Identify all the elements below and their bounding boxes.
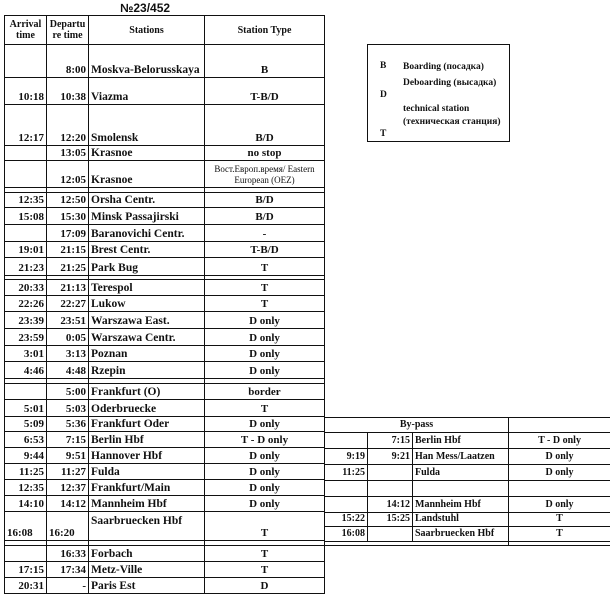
table-row <box>5 242 325 258</box>
station-name: Baranovichi Centr. <box>89 225 205 242</box>
station-type: T <box>509 527 610 542</box>
departure-time: 15:25 <box>368 513 413 527</box>
train-number-title: №23/452 <box>120 1 171 15</box>
station-type: B <box>205 45 325 78</box>
station-type: border <box>205 384 325 400</box>
arrival-time: 23:39 <box>5 312 47 329</box>
table-row <box>5 400 325 417</box>
arrival-time: 20:31 <box>5 578 47 594</box>
table-row <box>5 464 325 480</box>
station-type: Вост.Европ.время/ Eastern European (OEZ) <box>205 161 325 188</box>
station-name: Berlin Hbf <box>89 432 205 448</box>
table-row <box>5 448 325 464</box>
station-name: Hannover Hbf <box>89 448 205 464</box>
station-name: Terespol <box>89 280 205 296</box>
bypass-row <box>325 497 610 513</box>
station-name: Frankfurt (O) <box>89 384 205 400</box>
station-type: D only <box>509 465 610 481</box>
legend-value: Deboarding (высадка) <box>403 78 497 88</box>
station-type: T <box>205 562 325 578</box>
table-row <box>5 280 325 296</box>
station-name: Landstuhl <box>413 513 509 527</box>
arrival-time: 11:25 <box>5 464 47 480</box>
station-type: T-B/D <box>205 78 325 105</box>
departure-time: 7:15 <box>47 432 89 448</box>
arrival-time: 21:23 <box>5 258 47 276</box>
bypass-row <box>325 433 610 449</box>
arrival-time: 12:35 <box>5 193 47 208</box>
departure-time: 17:34 <box>47 562 89 578</box>
station-name: Fulda <box>89 464 205 480</box>
station-name: Warszawa Centr. <box>89 329 205 346</box>
station-type <box>509 481 610 497</box>
table-row <box>5 258 325 276</box>
table-row <box>5 296 325 312</box>
bypass-row <box>325 527 610 542</box>
arrival-time: 17:15 <box>5 562 47 578</box>
departure-time: 3:13 <box>47 346 89 362</box>
arrival-time: 12:17 <box>5 105 47 146</box>
arrival-time <box>5 161 47 188</box>
departure-time <box>368 481 413 497</box>
arrival-time: 16:08 <box>5 512 47 541</box>
departure-time: 22:27 <box>47 296 89 312</box>
station-name: Moskva-Belorusskaya <box>89 45 205 78</box>
arrival-time: 3:01 <box>5 346 47 362</box>
station-name: Minsk Passajirski <box>89 208 205 225</box>
station-name: Fulda <box>413 465 509 481</box>
table-row <box>5 146 325 161</box>
arrival-time: 11:25 <box>325 465 368 481</box>
station-type: D only <box>205 346 325 362</box>
station-name: Poznan <box>89 346 205 362</box>
station-name: Viazma <box>89 78 205 105</box>
station-type: D only <box>205 496 325 512</box>
table-row <box>5 496 325 512</box>
station-type: D <box>205 578 325 594</box>
header-arrival: Arrival time <box>5 16 47 45</box>
bypass-row <box>325 513 610 527</box>
station-name <box>413 481 509 497</box>
departure-time: 14:12 <box>47 496 89 512</box>
legend-key: B <box>380 61 387 71</box>
station-type: T <box>205 258 325 276</box>
departure-time: 15:30 <box>47 208 89 225</box>
station-type: T <box>205 546 325 562</box>
arrival-time: 12:35 <box>5 480 47 496</box>
departure-time: - <box>47 578 89 594</box>
table-row <box>5 329 325 346</box>
station-type: D only <box>205 417 325 432</box>
departure-time: 12:20 <box>47 105 89 146</box>
arrival-time <box>5 384 47 400</box>
departure-time: 5:03 <box>47 400 89 417</box>
departure-time: 8:00 <box>47 45 89 78</box>
station-type: D only <box>509 497 610 513</box>
arrival-time: 23:59 <box>5 329 47 346</box>
table-row <box>5 208 325 225</box>
station-type: B/D <box>205 105 325 146</box>
station-type: D only <box>205 312 325 329</box>
station-type: T <box>205 512 325 541</box>
station-name: Saarbruecken Hbf <box>413 527 509 542</box>
bypass-header-empty <box>509 418 610 433</box>
bypass-row <box>325 465 610 481</box>
station-name: Berlin Hbf <box>413 433 509 449</box>
table-row <box>5 562 325 578</box>
station-name: Krasnoe <box>89 161 205 188</box>
arrival-time: 15:22 <box>325 513 368 527</box>
bypass-spacer-row <box>325 542 610 546</box>
legend-value: Boarding (посадка) <box>403 62 484 72</box>
arrival-time: 6:53 <box>5 432 47 448</box>
arrival-time <box>325 433 368 449</box>
departure-time: 16:33 <box>47 546 89 562</box>
main-timetable <box>4 15 325 594</box>
arrival-time <box>325 497 368 513</box>
departure-time: 11:27 <box>47 464 89 480</box>
table-row <box>5 225 325 242</box>
arrival-time: 16:08 <box>325 527 368 542</box>
station-name: Metz-Ville <box>89 562 205 578</box>
header-stations: Stations <box>89 16 205 45</box>
departure-time: 13:05 <box>47 146 89 161</box>
table-row <box>5 105 325 146</box>
arrival-time: 20:33 <box>5 280 47 296</box>
table-row <box>5 546 325 562</box>
station-name: Saarbruecken Hbf <box>89 512 205 541</box>
departure-time: 17:09 <box>47 225 89 242</box>
station-name: Krasnoe <box>89 146 205 161</box>
arrival-time: 9:19 <box>325 449 368 465</box>
departure-time: 5:36 <box>47 417 89 432</box>
arrival-time: 5:01 <box>5 400 47 417</box>
arrival-time: 15:08 <box>5 208 47 225</box>
station-name: Frankfurt Oder <box>89 417 205 432</box>
header-departure: Departu re time <box>47 16 89 45</box>
table-row <box>5 362 325 379</box>
station-type: D only <box>205 448 325 464</box>
departure-time: 10:38 <box>47 78 89 105</box>
station-name: Frankfurt/Main <box>89 480 205 496</box>
table-row <box>5 78 325 105</box>
arrival-time: 10:18 <box>5 78 47 105</box>
station-type: D only <box>509 449 610 465</box>
departure-time: 21:13 <box>47 280 89 296</box>
arrival-time: 4:46 <box>5 362 47 379</box>
departure-time: 12:37 <box>47 480 89 496</box>
bypass-header: By-pass <box>325 418 509 433</box>
station-name: Mannheim Hbf <box>413 497 509 513</box>
bypass-row <box>325 449 610 465</box>
station-name: Mannheim Hbf <box>89 496 205 512</box>
table-row <box>5 384 325 400</box>
station-name: Orsha Centr. <box>89 193 205 208</box>
table-row <box>5 45 325 78</box>
legend-value: technical station (техническая станция) <box>403 104 501 127</box>
departure-time: 9:51 <box>47 448 89 464</box>
station-name: Smolensk <box>89 105 205 146</box>
table-row <box>5 417 325 432</box>
station-name: Paris Est <box>89 578 205 594</box>
departure-time: 0:05 <box>47 329 89 346</box>
spacer-cell <box>509 542 610 546</box>
arrival-time: 5:09 <box>5 417 47 432</box>
departure-time: 12:05 <box>47 161 89 188</box>
arrival-time <box>5 45 47 78</box>
station-type: B/D <box>205 208 325 225</box>
station-name: Park Bug <box>89 258 205 276</box>
station-type: no stop <box>205 146 325 161</box>
station-type: B/D <box>205 193 325 208</box>
departure-time: 23:51 <box>47 312 89 329</box>
station-type: D only <box>205 464 325 480</box>
station-name: Forbach <box>89 546 205 562</box>
arrival-time <box>5 146 47 161</box>
table-row <box>5 512 325 541</box>
table-row <box>5 161 325 188</box>
station-type: - <box>205 225 325 242</box>
departure-time: 16:20 <box>47 512 89 541</box>
table-row <box>5 193 325 208</box>
arrival-time <box>5 225 47 242</box>
station-name: Warszawa East. <box>89 312 205 329</box>
station-name: Brest Centr. <box>89 242 205 258</box>
table-row <box>5 432 325 448</box>
station-name: Han Mess/Laatzen <box>413 449 509 465</box>
departure-time: 5:00 <box>47 384 89 400</box>
arrival-time: 22:26 <box>5 296 47 312</box>
spacer-cell <box>325 542 509 546</box>
legend-key: T <box>380 129 387 139</box>
departure-time: 14:12 <box>368 497 413 513</box>
departure-time: 4:48 <box>47 362 89 379</box>
station-name: Lukow <box>89 296 205 312</box>
bypass-timetable <box>324 417 610 546</box>
departure-time: 21:25 <box>47 258 89 276</box>
departure-time: 21:15 <box>47 242 89 258</box>
station-type: T <box>205 400 325 417</box>
arrival-time <box>5 546 47 562</box>
bypass-row <box>325 481 610 497</box>
departure-time: 9:21 <box>368 449 413 465</box>
departure-time <box>368 465 413 481</box>
station-type: D only <box>205 480 325 496</box>
header-station-type: Station Type <box>205 16 325 45</box>
departure-time: 12:50 <box>47 193 89 208</box>
arrival-time: 9:44 <box>5 448 47 464</box>
station-name: Oderbruecke <box>89 400 205 417</box>
station-type: D only <box>205 362 325 379</box>
station-type: T <box>205 296 325 312</box>
table-row <box>5 578 325 594</box>
arrival-time: 14:10 <box>5 496 47 512</box>
table-row <box>5 312 325 329</box>
arrival-time <box>325 481 368 497</box>
station-name: Rzepin <box>89 362 205 379</box>
station-type: T - D only <box>205 432 325 448</box>
departure-time <box>368 527 413 542</box>
station-type: T - D only <box>509 433 610 449</box>
station-type: T <box>509 513 610 527</box>
arrival-time: 19:01 <box>5 242 47 258</box>
station-type: D only <box>205 329 325 346</box>
legend-key: D <box>380 90 387 100</box>
departure-time: 7:15 <box>368 433 413 449</box>
table-row <box>5 346 325 362</box>
station-type: T <box>205 280 325 296</box>
station-type: T-B/D <box>205 242 325 258</box>
legend-box <box>367 44 510 142</box>
table-row <box>5 480 325 496</box>
